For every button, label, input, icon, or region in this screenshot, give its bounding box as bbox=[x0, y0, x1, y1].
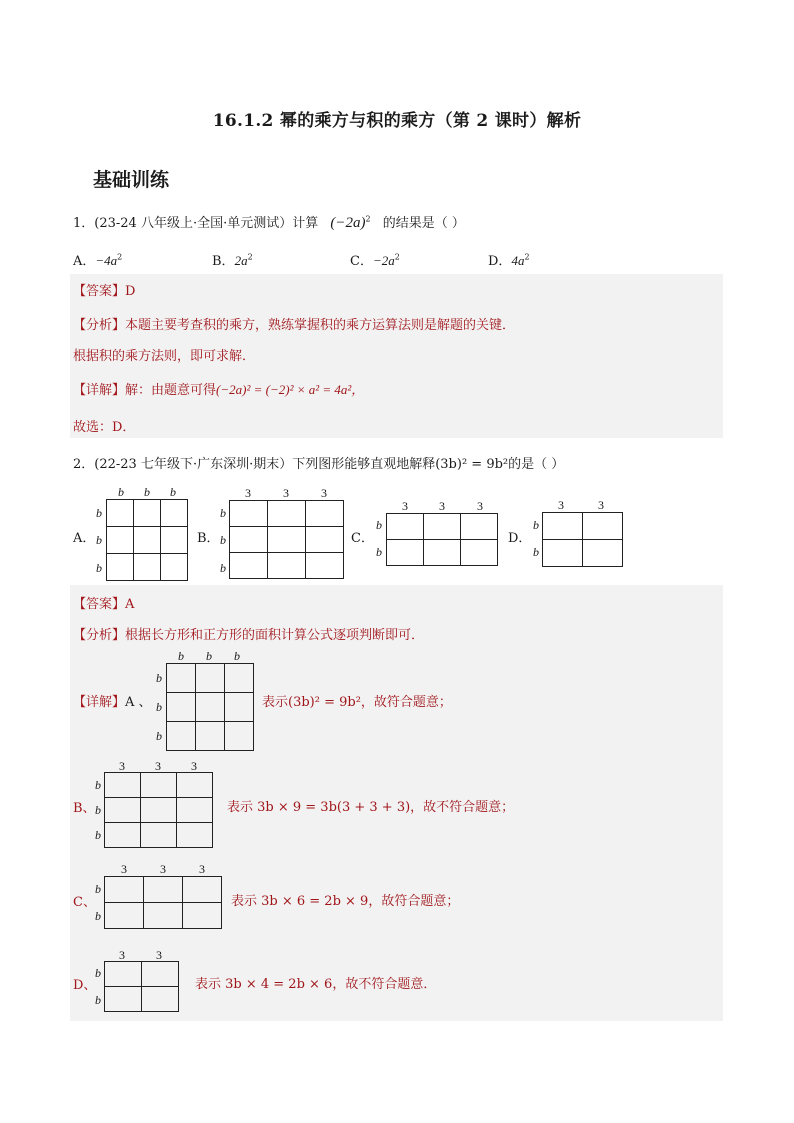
label-b: b bbox=[118, 485, 124, 499]
label-b: b bbox=[156, 700, 162, 714]
label-b: b bbox=[96, 506, 102, 520]
grid-option-b bbox=[229, 500, 344, 579]
grid-detail-d bbox=[104, 961, 179, 1012]
page-title: 16.1.2 幂的乘方与积的乘方（第 2 课时）解析 bbox=[212, 111, 582, 131]
option-exponent: 2 bbox=[117, 252, 123, 262]
label-b: b bbox=[95, 778, 101, 792]
option-exponent: 2 bbox=[524, 252, 530, 262]
label-3: 3 bbox=[160, 862, 166, 876]
label-3: 3 bbox=[121, 862, 127, 876]
grid-detail-b bbox=[104, 772, 213, 848]
detail-label: 【详解】 bbox=[73, 383, 126, 398]
option-letter: A． bbox=[73, 254, 96, 269]
detail-label-2 bbox=[73, 691, 152, 710]
grid-detail-c bbox=[104, 876, 222, 929]
label-3: 3 bbox=[245, 486, 251, 500]
label-b: b bbox=[178, 649, 184, 663]
grid-option-d bbox=[542, 512, 623, 567]
label-b: b bbox=[96, 561, 102, 575]
label-b: b bbox=[234, 649, 240, 663]
grid-option-a bbox=[106, 499, 188, 581]
option-letter: C． bbox=[350, 254, 373, 269]
label-b: b bbox=[144, 485, 150, 499]
detail-c-text: 表示 3b × 6 = 2b × 9，故符合题意； bbox=[231, 894, 460, 909]
detail-b-prefix: B、 bbox=[73, 801, 96, 816]
label-b: b bbox=[95, 993, 101, 1007]
label-b: b bbox=[95, 828, 101, 842]
detail-line-1 bbox=[73, 379, 364, 398]
label-b: b bbox=[170, 485, 176, 499]
label-3: 3 bbox=[199, 862, 205, 876]
option-exponent: 2 bbox=[247, 252, 253, 262]
detail-d-prefix: D、 bbox=[73, 978, 97, 993]
option-value: −2a bbox=[372, 253, 395, 268]
question-2: 2．(22-23 七年级下·广东深圳·期末）下列图形能够直观地解释(3b)² = 9b²的是（ ） bbox=[73, 457, 565, 472]
label-3: 3 bbox=[439, 499, 445, 513]
option-letter-c: C． bbox=[351, 531, 374, 546]
label-3: 3 bbox=[321, 486, 327, 500]
label-b: b bbox=[206, 649, 212, 663]
label-3: 3 bbox=[156, 948, 162, 962]
option-letter-d: D． bbox=[508, 531, 532, 546]
analysis-text: 根据长方形和正方形的面积计算公式逐项判断即可． bbox=[125, 628, 425, 643]
label-b: b bbox=[533, 545, 539, 559]
option-letter: B． bbox=[212, 254, 235, 269]
option-a bbox=[73, 250, 122, 269]
question-1-expression: (−2a) bbox=[330, 215, 366, 231]
option-value: 2a bbox=[234, 253, 248, 268]
grid-detail-a bbox=[166, 663, 254, 751]
label-3: 3 bbox=[119, 759, 125, 773]
answer-label: 【答案】 bbox=[73, 284, 126, 299]
label-b: b bbox=[156, 671, 162, 685]
label-3: 3 bbox=[283, 486, 289, 500]
label-b: b bbox=[220, 561, 226, 575]
label-b: b bbox=[95, 909, 101, 923]
label-3: 3 bbox=[402, 499, 408, 513]
option-letter-a: A． bbox=[73, 531, 96, 546]
label-3: 3 bbox=[477, 499, 483, 513]
detail-a-text: 表示(3b)² = 9b²，故符合题意； bbox=[262, 695, 452, 710]
question-1-suffix: 的结果是（ ） bbox=[382, 216, 465, 231]
label-b: b bbox=[220, 506, 226, 520]
option-d bbox=[488, 250, 530, 269]
label-b: b bbox=[376, 518, 382, 532]
detail-label: 【详解】 bbox=[73, 695, 126, 710]
answer-value: A bbox=[125, 597, 135, 612]
label-b: b bbox=[156, 729, 162, 743]
label-3: 3 bbox=[558, 498, 564, 512]
option-letter-b: B． bbox=[197, 531, 220, 546]
option-value: −4a bbox=[95, 253, 118, 268]
section-title: 基础训练 bbox=[93, 169, 170, 191]
detail-prefix: 解：由题意可得 bbox=[125, 383, 217, 398]
answer-value: D bbox=[125, 284, 136, 299]
option-c bbox=[350, 250, 400, 269]
conclusion-line-1: 故选：D． bbox=[73, 420, 136, 435]
option-b bbox=[212, 250, 253, 269]
detail-expression: (−2a)² = (−2)² × a² = 4a²， bbox=[216, 382, 365, 397]
detail-a-prefix: A 、 bbox=[125, 695, 152, 710]
label-3: 3 bbox=[155, 759, 161, 773]
label-b: b bbox=[95, 803, 101, 817]
grid-option-c bbox=[386, 513, 498, 566]
label-b: b bbox=[376, 545, 382, 559]
option-letter: D． bbox=[488, 254, 512, 269]
analysis-line-1b: 根据积的乘方法则，即可求解． bbox=[73, 349, 256, 364]
question-1-exponent: 2 bbox=[365, 214, 371, 224]
analysis-line-1 bbox=[73, 314, 515, 333]
answer-label: 【答案】 bbox=[73, 597, 126, 612]
detail-b-text: 表示 3b × 9 = 3b(3 + 3 + 3)，故不符合题意； bbox=[227, 800, 515, 815]
answer-line-2 bbox=[73, 593, 134, 612]
analysis-label: 【分析】 bbox=[73, 628, 126, 643]
label-b: b bbox=[95, 882, 101, 896]
label-b: b bbox=[95, 966, 101, 980]
answer-line-1 bbox=[73, 280, 135, 299]
question-1-prefix: 1．(23-24 八年级上·全国·单元测试）计算 bbox=[73, 216, 319, 231]
detail-d-text: 表示 3b × 4 = 2b × 6，故不符合题意． bbox=[195, 977, 437, 992]
detail-c-prefix: C、 bbox=[73, 895, 96, 910]
label-3: 3 bbox=[598, 498, 604, 512]
label-3: 3 bbox=[191, 759, 197, 773]
analysis-line-2 bbox=[73, 624, 424, 643]
label-3: 3 bbox=[119, 948, 125, 962]
analysis-text: 本题主要考查积的乘方，熟练掌握积的乘方运算法则是解题的关键． bbox=[125, 318, 516, 333]
analysis-label: 【分析】 bbox=[73, 318, 126, 333]
label-b: b bbox=[533, 518, 539, 532]
label-b: b bbox=[96, 533, 102, 547]
label-b: b bbox=[220, 533, 226, 547]
option-exponent: 2 bbox=[394, 252, 400, 262]
question-1 bbox=[73, 212, 465, 232]
option-value: 4a bbox=[511, 253, 525, 268]
